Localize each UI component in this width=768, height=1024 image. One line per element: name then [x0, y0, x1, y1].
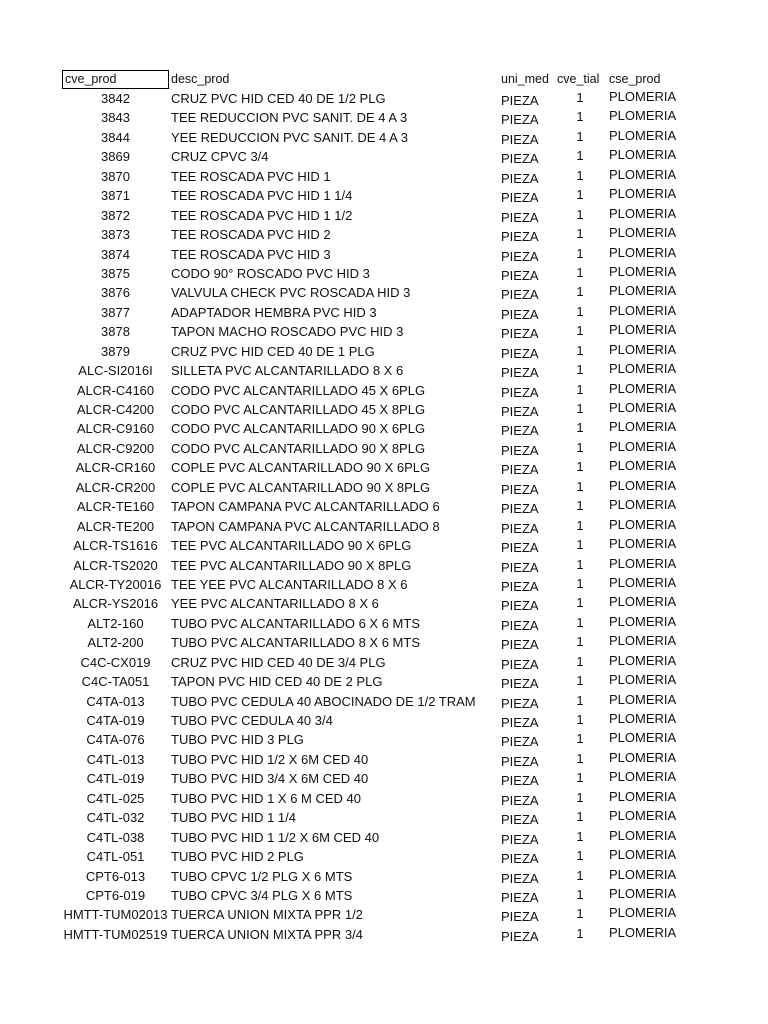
table-row — [62, 672, 682, 691]
cell-uni-med[interactable]: PIEZA — [501, 928, 539, 944]
cell-cse-prod[interactable]: PLOMERIA — [609, 788, 677, 804]
table-row — [62, 147, 682, 166]
cell-cve-prod[interactable]: C4TA-019 — [86, 713, 145, 728]
cell-cve-tial[interactable]: 1 — [576, 789, 584, 805]
cell-cse-prod[interactable]: PLOMERIA — [609, 244, 677, 260]
table-row — [62, 769, 682, 788]
cell-cve-tial[interactable]: 1 — [576, 750, 584, 766]
cell-cve-prod[interactable]: C4C-CX019 — [80, 654, 151, 670]
cell-uni-med[interactable]: PIEZA — [501, 501, 539, 517]
cell-uni-med[interactable]: PIEZA — [501, 870, 539, 886]
table-row — [62, 556, 682, 575]
cell-cse-prod[interactable]: PLOMERIA — [609, 633, 677, 649]
cell-cve-prod[interactable]: C4TL-032 — [86, 810, 145, 826]
cell-cve-prod[interactable]: 3842 — [101, 91, 130, 106]
cell-uni-med[interactable]: PIEZA — [501, 209, 539, 225]
cell-cve-tial[interactable]: 1 — [576, 925, 584, 941]
cell-cve-tial[interactable]: 1 — [576, 206, 584, 222]
table-row — [62, 575, 682, 594]
cell-uni-med[interactable]: PIEZA — [501, 326, 539, 342]
table-row — [62, 186, 682, 205]
table-row — [62, 750, 682, 769]
table-row — [62, 439, 682, 458]
table-row — [62, 905, 682, 924]
cell-cve-prod[interactable]: C4TA-013 — [86, 693, 145, 709]
cell-desc-prod[interactable]: TUBO PVC HID 3 PLG — [171, 732, 304, 748]
cell-cve-prod[interactable]: ALCR-TS2020 — [73, 557, 158, 573]
cell-cse-prod[interactable]: PLOMERIA — [609, 613, 677, 629]
cell-desc-prod[interactable]: TUERCA UNION MIXTA PPR 3/4 — [171, 926, 363, 942]
cell-cve-prod[interactable]: C4TL-038 — [86, 829, 145, 845]
cell-desc-prod[interactable]: CODO PVC ALCANTARILLADO 90 X 6PLG — [171, 421, 426, 437]
cell-cse-prod[interactable]: PLOMERIA — [609, 827, 677, 843]
cell-cve-prod[interactable]: C4TL-025 — [86, 790, 145, 806]
cell-desc-prod[interactable]: TUBO PVC HID 1 1/2 X 6M CED 40 — [171, 829, 380, 845]
table-row — [62, 381, 682, 400]
cell-cve-tial[interactable]: 1 — [576, 167, 584, 183]
cell-desc-prod[interactable]: TUBO PVC HID 1 X 6 M CED 40 — [171, 790, 361, 806]
cell-cve-prod[interactable]: C4TL-051 — [86, 849, 145, 865]
cell-cse-prod[interactable]: PLOMERIA — [609, 341, 677, 357]
cell-cve-prod[interactable]: ALT2-160 — [87, 615, 144, 631]
cell-cse-prod[interactable]: PLOMERIA — [609, 166, 677, 182]
cell-desc-prod[interactable]: TEE PVC ALCANTARILLADO 90 X 6PLG — [171, 538, 412, 554]
cell-uni-med[interactable]: PIEZA — [501, 462, 539, 478]
cell-cve-prod[interactable]: HMTT-TUM02013 — [63, 907, 168, 923]
cell-uni-med[interactable]: PIEZA — [501, 248, 539, 264]
cell-uni-med[interactable]: PIEZA — [501, 656, 539, 672]
cell-cve-prod[interactable]: CPT6-013 — [85, 868, 146, 884]
cell-desc-prod[interactable]: TUBO CPVC 1/2 PLG X 6 MTS — [171, 868, 353, 884]
product-sheet — [62, 70, 682, 944]
cell-desc-prod[interactable]: CRUZ PVC HID CED 40 DE 3/4 PLG — [171, 654, 386, 670]
cell-cve-prod[interactable]: 3876 — [101, 285, 130, 301]
cell-cve-tial[interactable]: 1 — [576, 712, 584, 727]
cell-cve-tial[interactable]: 1 — [576, 809, 584, 825]
header-desc-prod[interactable]: desc_prod — [171, 72, 230, 86]
table-row — [62, 692, 682, 711]
cell-uni-med[interactable]: PIEZA — [501, 190, 539, 206]
cell-cve-tial[interactable]: 1 — [576, 90, 584, 105]
header-cse-prod[interactable]: cse_prod — [609, 72, 661, 86]
cell-uni-med[interactable]: PIEZA — [501, 792, 539, 808]
cell-cse-prod[interactable]: PLOMERIA — [609, 108, 677, 124]
cell-cve-tial[interactable]: 1 — [576, 187, 584, 203]
cell-cve-prod[interactable]: C4TL-019 — [86, 771, 145, 787]
cell-cse-prod[interactable]: PLOMERIA — [609, 380, 677, 396]
cell-cse-prod[interactable]: PLOMERIA — [609, 225, 677, 241]
cell-desc-prod[interactable]: COPLE PVC ALCANTARILLADO 90 X 6PLG — [171, 460, 431, 476]
table-row — [62, 128, 682, 147]
cell-cve-tial[interactable]: 1 — [576, 128, 584, 144]
cell-cse-prod[interactable]: PLOMERIA — [609, 885, 677, 901]
cell-cve-prod[interactable]: 3843 — [101, 110, 130, 126]
cell-uni-med[interactable]: PIEZA — [501, 93, 539, 108]
cell-cve-tial[interactable]: 1 — [576, 653, 584, 669]
cell-desc-prod[interactable]: CODO 90° ROSCADO PVC HID 3 — [171, 265, 370, 281]
cell-cse-prod[interactable]: PLOMERIA — [609, 205, 677, 221]
table-row — [62, 633, 682, 652]
cell-uni-med[interactable]: PIEZA — [501, 170, 539, 186]
cell-cve-prod[interactable]: C4C-TA051 — [81, 674, 150, 690]
table-row — [62, 808, 682, 827]
header-cve-prod[interactable]: cve_prod — [62, 70, 169, 89]
cell-cse-prod[interactable]: PLOMERIA — [609, 302, 677, 318]
cell-cve-tial[interactable]: 1 — [576, 439, 584, 455]
cell-uni-med[interactable]: PIEZA — [501, 131, 539, 147]
cell-cve-tial[interactable]: 1 — [576, 770, 584, 786]
table-row — [62, 108, 682, 127]
cell-desc-prod[interactable]: TEE ROSCADA PVC HID 3 — [171, 246, 331, 262]
cell-cse-prod[interactable]: PLOMERIA — [609, 652, 677, 668]
table-row — [62, 594, 682, 613]
cell-cve-prod[interactable]: 3844 — [101, 129, 130, 145]
table-row — [62, 867, 682, 886]
cell-cse-prod[interactable]: PLOMERIA — [609, 516, 677, 532]
cell-cve-tial[interactable]: 1 — [576, 848, 584, 864]
cell-cse-prod[interactable]: PLOMERIA — [609, 672, 677, 688]
cell-desc-prod[interactable]: CODO PVC ALCANTARILLADO 45 X 6PLG — [171, 382, 426, 398]
cell-cse-prod[interactable]: PLOMERIA — [609, 555, 677, 571]
cell-desc-prod[interactable]: TEE PVC ALCANTARILLADO 90 X 8PLG — [171, 557, 412, 573]
cell-cve-prod[interactable]: 3873 — [101, 227, 130, 243]
cell-uni-med[interactable]: PIEZA — [501, 598, 539, 614]
table-row — [62, 653, 682, 672]
cell-cve-prod[interactable]: ALT2-200 — [87, 635, 144, 651]
cell-uni-med[interactable]: PIEZA — [501, 889, 539, 905]
table-row — [62, 711, 682, 730]
cell-desc-prod[interactable]: YEE PVC ALCANTARILLADO 8 X 6 — [171, 596, 379, 612]
cell-cve-prod[interactable]: ALCR-TE200 — [76, 518, 155, 534]
cell-cve-prod[interactable]: ALCR-CR160 — [75, 460, 156, 476]
cell-cse-prod[interactable]: PLOMERIA — [609, 361, 677, 377]
cell-uni-med[interactable]: PIEZA — [501, 151, 539, 167]
cell-desc-prod[interactable]: CODO PVC ALCANTARILLADO 90 X 8PLG — [171, 440, 426, 456]
cell-cse-prod[interactable]: PLOMERIA — [609, 711, 677, 726]
cell-cve-prod[interactable]: C4TA-076 — [86, 732, 145, 748]
cell-desc-prod[interactable]: ADAPTADOR HEMBRA PVC HID 3 — [171, 304, 377, 320]
cell-desc-prod[interactable]: CRUZ PVC HID CED 40 DE 1/2 PLG — [171, 91, 386, 106]
table-row — [62, 322, 682, 341]
cell-desc-prod[interactable]: TEE ROSCADA PVC HID 1 — [171, 168, 331, 184]
cell-desc-prod[interactable]: TUBO PVC CEDULA 40 ABOCINADO DE 1/2 TRAM — [171, 693, 476, 709]
table-row — [62, 458, 682, 477]
cell-cse-prod[interactable]: PLOMERIA — [609, 924, 677, 940]
cell-cse-prod[interactable]: PLOMERIA — [609, 419, 677, 435]
cell-cve-tial[interactable]: 1 — [576, 634, 584, 650]
table-row — [62, 283, 682, 302]
table-row — [62, 225, 682, 244]
cell-cve-tial[interactable]: 1 — [576, 478, 584, 494]
cell-desc-prod[interactable]: TUBO PVC ALCANTARILLADO 6 X 6 MTS — [171, 615, 420, 631]
table-row — [62, 886, 682, 905]
cell-uni-med[interactable]: PIEZA — [501, 520, 539, 536]
cell-desc-prod[interactable]: TAPON CAMPANA PVC ALCANTARILLADO 8 — [171, 518, 440, 534]
cell-cse-prod[interactable]: PLOMERIA — [609, 730, 677, 746]
cell-desc-prod[interactable]: VALVULA CHECK PVC ROSCADA HID 3 — [171, 285, 411, 301]
header-uni-med[interactable]: uni_med — [501, 72, 549, 86]
cell-cve-prod[interactable]: 3879 — [101, 343, 130, 359]
cell-uni-med[interactable]: PIEZA — [501, 676, 539, 692]
cell-cve-tial[interactable]: 1 — [576, 109, 584, 125]
cell-desc-prod[interactable]: TAPON CAMPANA PVC ALCANTARILLADO 6 — [171, 499, 440, 515]
cell-desc-prod[interactable]: TUBO PVC CEDULA 40 3/4 — [171, 713, 333, 728]
cell-desc-prod[interactable]: CODO PVC ALCANTARILLADO 45 X 8PLG — [171, 402, 426, 417]
cell-cve-prod[interactable]: ALCR-C9200 — [76, 440, 155, 456]
cell-uni-med[interactable]: PIEZA — [501, 384, 539, 400]
cell-cve-tial[interactable]: 1 — [576, 673, 584, 689]
cell-cve-tial[interactable]: 1 — [576, 692, 584, 708]
cell-cse-prod[interactable]: PLOMERIA — [609, 536, 677, 552]
table-row — [62, 245, 682, 264]
cell-uni-med[interactable]: PIEZA — [501, 851, 539, 867]
cell-uni-med[interactable]: PIEZA — [501, 812, 539, 828]
cell-cse-prod[interactable]: PLOMERIA — [609, 147, 677, 163]
cell-cve-prod[interactable]: C4TL-013 — [86, 751, 145, 767]
cell-uni-med[interactable]: PIEZA — [501, 442, 539, 458]
cell-cse-prod[interactable]: PLOMERIA — [609, 574, 677, 590]
cell-cve-prod[interactable]: 3877 — [101, 304, 130, 320]
cell-cve-tial[interactable]: 1 — [576, 284, 584, 300]
cell-cve-prod[interactable]: 3875 — [101, 265, 130, 281]
cell-uni-med[interactable]: PIEZA — [501, 617, 539, 633]
cell-desc-prod[interactable]: TAPON MACHO ROSCADO PVC HID 3 — [171, 324, 404, 340]
cell-cse-prod[interactable]: PLOMERIA — [609, 322, 677, 338]
table-row — [62, 264, 682, 283]
cell-uni-med[interactable]: PIEZA — [501, 112, 539, 128]
cell-cse-prod[interactable]: PLOMERIA — [609, 283, 677, 299]
table-row — [62, 517, 682, 536]
table-row — [62, 497, 682, 516]
cell-desc-prod[interactable]: CRUZ CPVC 3/4 — [171, 149, 269, 165]
cell-cve-prod[interactable]: 3869 — [101, 149, 130, 165]
cell-uni-med[interactable]: PIEZA — [501, 695, 539, 711]
cell-uni-med[interactable]: PIEZA — [501, 404, 539, 419]
cell-desc-prod[interactable]: TUBO PVC HID 2 PLG — [171, 849, 304, 865]
cell-uni-med[interactable]: PIEZA — [501, 267, 539, 283]
table-row — [62, 730, 682, 749]
cell-uni-med[interactable]: PIEZA — [501, 229, 539, 245]
cell-cve-tial[interactable]: 1 — [576, 556, 584, 572]
cell-desc-prod[interactable]: TEE ROSCADA PVC HID 1 1/4 — [171, 188, 353, 204]
cell-uni-med[interactable]: PIEZA — [501, 637, 539, 653]
cell-cse-prod[interactable]: PLOMERIA — [609, 458, 677, 474]
cell-cve-tial[interactable]: 1 — [576, 575, 584, 591]
cell-cve-tial[interactable]: 1 — [576, 420, 584, 436]
table-row — [62, 342, 682, 361]
cell-desc-prod[interactable]: TUBO CPVC 3/4 PLG X 6 MTS — [171, 887, 353, 903]
cell-cve-prod[interactable]: ALC-SI2016I — [78, 363, 153, 379]
table-body — [62, 89, 682, 944]
cell-cve-prod[interactable]: 3871 — [101, 188, 130, 204]
cell-desc-prod[interactable]: COPLE PVC ALCANTARILLADO 90 X 8PLG — [171, 479, 431, 495]
cell-cve-prod[interactable]: 3870 — [101, 168, 130, 184]
cell-desc-prod[interactable]: TUBO PVC HID 1 1/4 — [171, 810, 296, 826]
cell-cve-tial[interactable]: 1 — [576, 264, 584, 280]
cell-cse-prod[interactable]: PLOMERIA — [609, 89, 677, 104]
table-row — [62, 536, 682, 555]
cell-cve-tial[interactable]: 1 — [576, 731, 584, 747]
cell-cve-prod[interactable]: ALCR-TS1616 — [73, 538, 158, 554]
cell-uni-med[interactable]: PIEZA — [501, 345, 539, 361]
cell-desc-prod[interactable]: TEE ROSCADA PVC HID 1 1/2 — [171, 207, 353, 223]
table-row — [62, 303, 682, 322]
cell-desc-prod[interactable]: CRUZ PVC HID CED 40 DE 1 PLG — [171, 343, 375, 359]
cell-cve-prod[interactable]: ALCR-CR200 — [75, 479, 156, 495]
header-cve-tial[interactable]: cve_tial — [557, 72, 600, 86]
cell-desc-prod[interactable]: TUBO PVC HID 1/2 X 6M CED 40 — [171, 751, 369, 767]
cell-cve-prod[interactable]: ALCR-C4200 — [76, 402, 155, 417]
cell-uni-med[interactable]: PIEZA — [501, 909, 539, 925]
cell-cse-prod[interactable]: PLOMERIA — [609, 769, 677, 785]
table-row — [62, 828, 682, 847]
table-row — [62, 419, 682, 438]
cell-cve-tial[interactable]: 1 — [576, 362, 584, 378]
cell-cse-prod[interactable]: PLOMERIA — [609, 438, 677, 454]
cell-desc-prod[interactable]: YEE REDUCCION PVC SANIT. DE 4 A 3 — [171, 129, 408, 145]
cell-cve-prod[interactable]: CPT6-019 — [85, 887, 146, 903]
cell-cse-prod[interactable]: PLOMERIA — [609, 866, 677, 882]
cell-desc-prod[interactable]: TEE ROSCADA PVC HID 2 — [171, 227, 331, 243]
table-row — [62, 89, 682, 108]
cell-desc-prod[interactable]: TUBO PVC HID 3/4 X 6M CED 40 — [171, 771, 369, 787]
cell-cse-prod[interactable]: PLOMERIA — [609, 691, 677, 707]
cell-uni-med[interactable]: PIEZA — [501, 578, 539, 594]
cell-cse-prod[interactable]: PLOMERIA — [609, 477, 677, 493]
cell-desc-prod[interactable]: SILLETA PVC ALCANTARILLADO 8 X 6 — [171, 363, 404, 379]
cell-cve-prod[interactable]: ALCR-C4160 — [76, 382, 155, 398]
table-row — [62, 925, 682, 944]
cell-cve-prod[interactable]: 3874 — [101, 246, 130, 262]
cell-uni-med[interactable]: PIEZA — [501, 306, 539, 322]
cell-cse-prod[interactable]: PLOMERIA — [609, 127, 677, 143]
cell-desc-prod[interactable]: TAPON PVC HID CED 40 DE 2 PLG — [171, 674, 383, 690]
cell-uni-med[interactable]: PIEZA — [501, 831, 539, 847]
cell-cve-tial[interactable]: 1 — [576, 828, 584, 844]
cell-cve-tial[interactable]: 1 — [576, 323, 584, 339]
cell-cve-tial[interactable]: 1 — [576, 537, 584, 553]
table-row — [62, 361, 682, 380]
cell-cse-prod[interactable]: PLOMERIA — [609, 400, 677, 415]
cell-cse-prod[interactable]: PLOMERIA — [609, 594, 677, 610]
cell-cve-prod[interactable]: ALCR-C9160 — [76, 421, 155, 437]
cell-uni-med[interactable]: PIEZA — [501, 540, 539, 556]
cell-cve-tial[interactable]: 1 — [576, 906, 584, 922]
cell-cve-tial[interactable]: 1 — [576, 381, 584, 397]
cell-cve-prod[interactable]: 3872 — [101, 207, 130, 223]
cell-uni-med[interactable]: PIEZA — [501, 734, 539, 750]
cell-cve-tial[interactable]: 1 — [576, 226, 584, 242]
table-row — [62, 478, 682, 497]
cell-uni-med[interactable]: PIEZA — [501, 753, 539, 769]
cell-uni-med[interactable]: PIEZA — [501, 481, 539, 497]
cell-desc-prod[interactable]: TUBO PVC ALCANTARILLADO 8 X 6 MTS — [171, 635, 420, 651]
table-row — [62, 167, 682, 186]
cell-cse-prod[interactable]: PLOMERIA — [609, 808, 677, 824]
cell-cve-tial[interactable]: 1 — [576, 595, 584, 611]
cell-cve-prod[interactable]: ALCR-YS2016 — [72, 596, 159, 612]
cell-uni-med[interactable]: PIEZA — [501, 423, 539, 439]
cell-cse-prod[interactable]: PLOMERIA — [609, 186, 677, 202]
table-row — [62, 847, 682, 866]
cell-cse-prod[interactable]: PLOMERIA — [609, 497, 677, 513]
table-row — [62, 614, 682, 633]
cell-cve-tial[interactable]: 1 — [576, 517, 584, 533]
cell-cve-tial[interactable]: 1 — [576, 459, 584, 475]
cell-cve-tial[interactable]: 1 — [576, 245, 584, 261]
cell-cse-prod[interactable]: PLOMERIA — [609, 263, 677, 279]
cell-cve-tial[interactable]: 1 — [576, 401, 584, 416]
cell-cve-tial[interactable]: 1 — [576, 342, 584, 358]
cell-uni-med[interactable]: PIEZA — [501, 287, 539, 303]
cell-uni-med[interactable]: PIEZA — [501, 365, 539, 381]
cell-cve-tial[interactable]: 1 — [576, 867, 584, 883]
cell-uni-med[interactable]: PIEZA — [501, 773, 539, 789]
cell-uni-med[interactable]: PIEZA — [501, 715, 539, 730]
table-row — [62, 789, 682, 808]
cell-cse-prod[interactable]: PLOMERIA — [609, 847, 677, 863]
cell-desc-prod[interactable]: TUERCA UNION MIXTA PPR 1/2 — [171, 907, 363, 923]
cell-cve-prod[interactable]: HMTT-TUM02519 — [63, 926, 168, 942]
cell-cve-tial[interactable]: 1 — [576, 303, 584, 319]
cell-cve-prod[interactable]: ALCR-TE160 — [76, 499, 155, 515]
table-row — [62, 206, 682, 225]
cell-cve-tial[interactable]: 1 — [576, 148, 584, 164]
cell-cve-tial[interactable]: 1 — [576, 886, 584, 902]
cell-desc-prod[interactable]: TEE YEE PVC ALCANTARILLADO 8 X 6 — [171, 576, 408, 592]
cell-cve-prod[interactable]: 3878 — [101, 324, 130, 340]
cell-uni-med[interactable]: PIEZA — [501, 559, 539, 575]
cell-cve-tial[interactable]: 1 — [576, 614, 584, 630]
header-row — [62, 70, 682, 89]
cell-desc-prod[interactable]: TEE REDUCCION PVC SANIT. DE 4 A 3 — [171, 110, 408, 126]
cell-cve-prod[interactable]: ALCR-TY20016 — [69, 576, 162, 592]
cell-cve-tial[interactable]: 1 — [576, 498, 584, 514]
cell-cse-prod[interactable]: PLOMERIA — [609, 905, 677, 921]
table-row — [62, 400, 682, 419]
cell-cse-prod[interactable]: PLOMERIA — [609, 749, 677, 765]
